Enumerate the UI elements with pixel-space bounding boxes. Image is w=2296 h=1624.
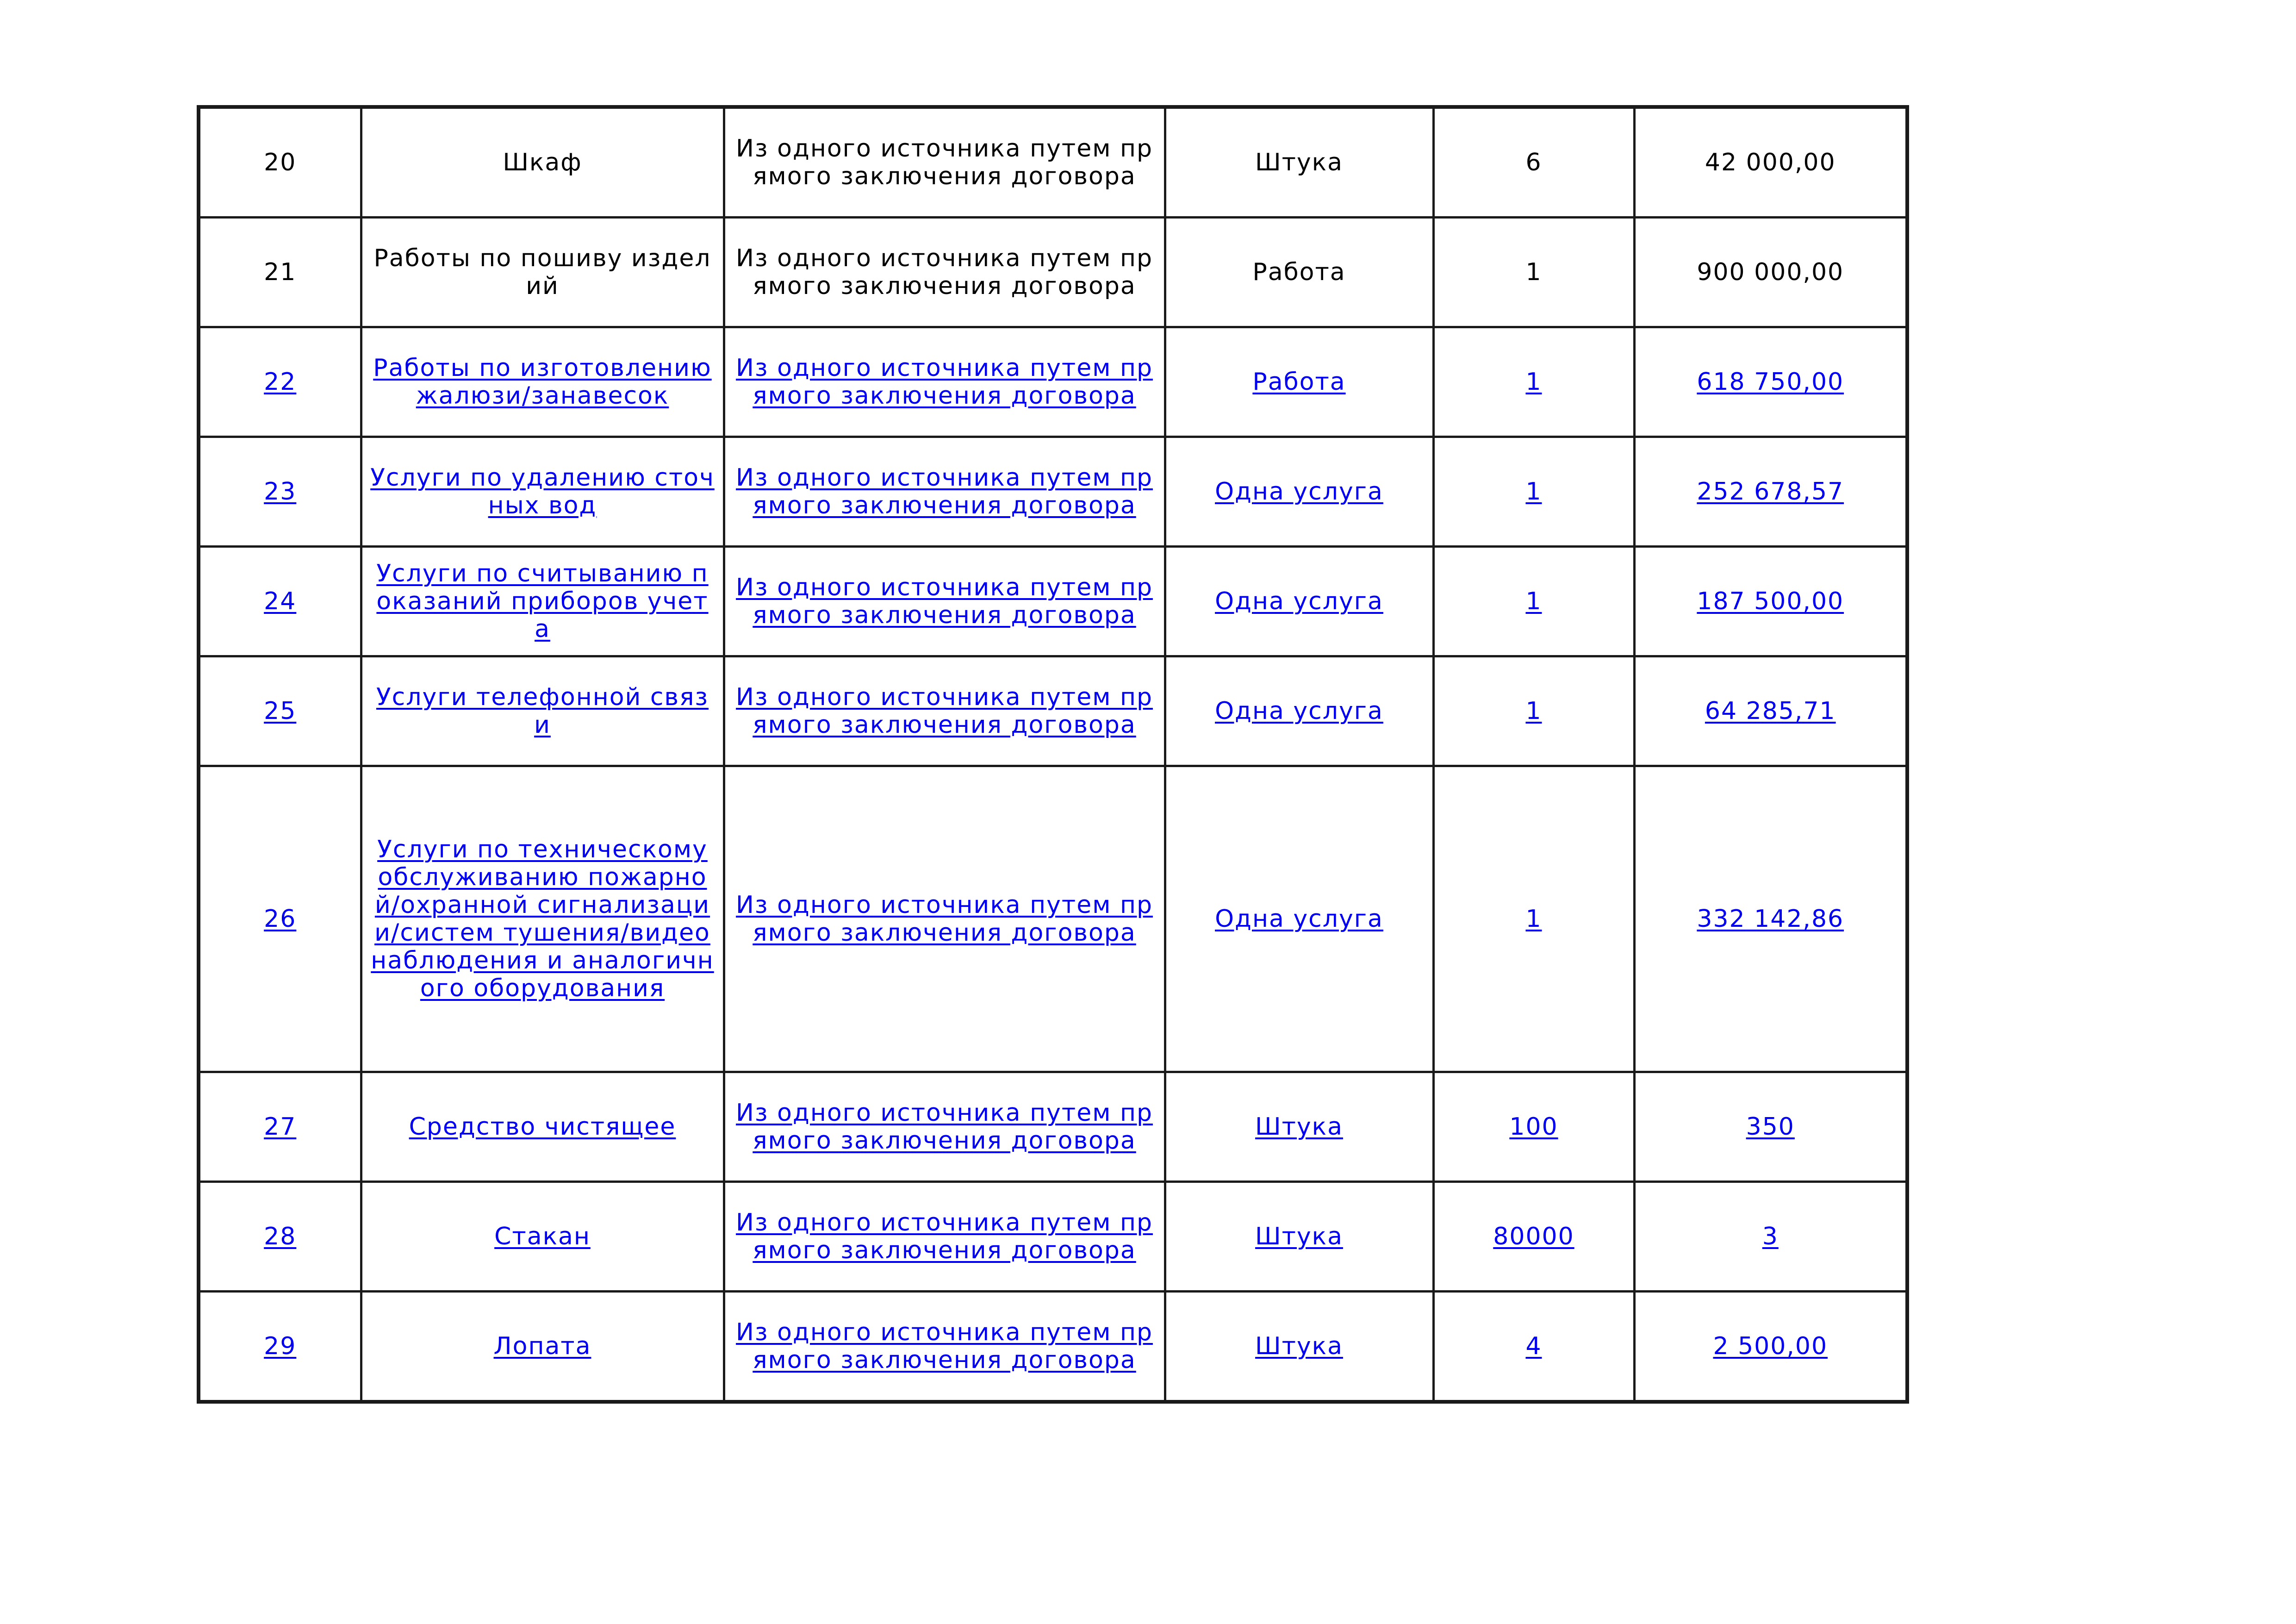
quantity-cell[interactable]: [1433, 656, 1634, 766]
price-link[interactable]: 252 678,57: [1697, 478, 1844, 506]
row-number-text: 20: [264, 149, 297, 176]
row-number-link[interactable]: 24: [264, 587, 297, 615]
row-number-link[interactable]: 28: [264, 1223, 297, 1250]
quantity-link[interactable]: 100: [1509, 1113, 1558, 1141]
item-name-cell[interactable]: [361, 766, 724, 1072]
item-name-link[interactable]: Услуги по считыванию показаний приборов учета: [376, 560, 709, 643]
item-name-link[interactable]: Услуги телефонной связи: [376, 683, 709, 739]
procurement-method-cell: [724, 107, 1165, 218]
price-cell: [1634, 107, 1907, 218]
unit-cell: [1165, 107, 1433, 218]
item-name-cell[interactable]: [361, 1292, 724, 1402]
procurement-method-link[interactable]: Из одного источника путем прямого заключения договора: [736, 464, 1153, 519]
unit-cell[interactable]: [1165, 1072, 1433, 1182]
row-number-cell[interactable]: [199, 656, 361, 766]
procurement-method-text: Из одного источника путем прямого заключения договора: [736, 135, 1153, 190]
quantity-cell: [1433, 218, 1634, 327]
item-name-text: Работы по пошиву изделий: [373, 244, 711, 300]
procurement-method-cell[interactable]: [724, 1182, 1165, 1292]
price-link[interactable]: 3: [1762, 1223, 1779, 1250]
table-row: [199, 437, 1907, 547]
procurement-method-cell[interactable]: [724, 1072, 1165, 1182]
row-number-cell[interactable]: [199, 766, 361, 1072]
quantity-cell[interactable]: [1433, 547, 1634, 656]
item-name-text: Шкаф: [503, 149, 582, 176]
quantity-link[interactable]: 1: [1525, 697, 1542, 725]
price-link[interactable]: 187 500,00: [1697, 587, 1844, 615]
quantity-cell[interactable]: [1433, 1182, 1634, 1292]
price-cell[interactable]: [1634, 547, 1907, 656]
price-cell[interactable]: [1634, 1072, 1907, 1182]
price-cell[interactable]: [1634, 766, 1907, 1072]
procurement-method-cell[interactable]: [724, 437, 1165, 547]
procurement-method-link[interactable]: Из одного источника путем прямого заключения договора: [736, 1099, 1153, 1155]
unit-link[interactable]: Одна услуга: [1215, 587, 1383, 615]
price-cell[interactable]: [1634, 656, 1907, 766]
quantity-text: 1: [1525, 258, 1542, 286]
procurement-method-cell[interactable]: [724, 766, 1165, 1072]
row-number-link[interactable]: 26: [264, 905, 297, 933]
unit-link[interactable]: Штука: [1255, 1332, 1343, 1360]
procurement-method-link[interactable]: Из одного источника путем прямого заключения договора: [736, 683, 1153, 739]
unit-cell[interactable]: [1165, 327, 1433, 437]
item-name-link[interactable]: Работы по изготовлению жалюзи/занавесок: [373, 354, 712, 410]
unit-link[interactable]: Штука: [1255, 1223, 1343, 1250]
quantity-cell[interactable]: [1433, 1292, 1634, 1402]
item-name-cell: [361, 218, 724, 327]
row-number-text: 21: [264, 258, 297, 286]
row-number-cell[interactable]: [199, 327, 361, 437]
procurement-method-cell[interactable]: [724, 656, 1165, 766]
item-name-link[interactable]: Стакан: [494, 1223, 591, 1250]
table-row: [199, 1182, 1907, 1292]
unit-link[interactable]: Штука: [1255, 1113, 1343, 1141]
item-name-cell[interactable]: [361, 327, 724, 437]
price-cell: [1634, 218, 1907, 327]
quantity-link[interactable]: 1: [1525, 368, 1542, 396]
row-number-link[interactable]: 22: [264, 368, 297, 396]
procurement-method-link[interactable]: Из одного источника путем прямого заключения договора: [736, 891, 1153, 947]
unit-cell[interactable]: [1165, 1182, 1433, 1292]
row-number-cell[interactable]: [199, 1292, 361, 1402]
table-row: [199, 218, 1907, 327]
price-link[interactable]: 2 500,00: [1713, 1332, 1828, 1360]
procurement-method-link[interactable]: Из одного источника путем прямого заключения договора: [736, 1209, 1153, 1264]
row-number-cell: [199, 218, 361, 327]
price-link[interactable]: 350: [1746, 1113, 1795, 1141]
table-row: [199, 1072, 1907, 1182]
item-name-link[interactable]: Услуги по удалению сточных вод: [370, 464, 715, 519]
procurement-method-text: Из одного источника путем прямого заключения договора: [736, 244, 1153, 300]
row-number-cell: [199, 107, 361, 218]
quantity-cell[interactable]: [1433, 1072, 1634, 1182]
row-number-link[interactable]: 25: [264, 697, 297, 725]
procurement-method-link[interactable]: Из одного источника путем прямого заключения договора: [736, 574, 1153, 629]
price-link[interactable]: 618 750,00: [1697, 368, 1844, 396]
unit-cell[interactable]: [1165, 1292, 1433, 1402]
price-cell[interactable]: [1634, 437, 1907, 547]
procurement-method-cell[interactable]: [724, 327, 1165, 437]
item-name-link[interactable]: Лопата: [493, 1332, 591, 1360]
unit-cell[interactable]: [1165, 547, 1433, 656]
price-text: 42 000,00: [1705, 149, 1836, 176]
price-text: 900 000,00: [1697, 258, 1844, 286]
unit-text: Штука: [1255, 149, 1343, 176]
price-cell[interactable]: [1634, 327, 1907, 437]
item-name-cell[interactable]: [361, 547, 724, 656]
price-link[interactable]: 332 142,86: [1697, 905, 1844, 933]
document-sheet: [197, 105, 1909, 1404]
unit-cell[interactable]: [1165, 656, 1433, 766]
item-name-cell: [361, 107, 724, 218]
unit-link[interactable]: Одна услуга: [1215, 697, 1383, 725]
unit-link[interactable]: Работа: [1252, 368, 1346, 396]
row-number-link[interactable]: 27: [264, 1113, 297, 1141]
item-name-link[interactable]: Средство чистящее: [409, 1113, 676, 1141]
procurement-table-body: [199, 107, 1907, 1402]
unit-link[interactable]: Одна услуга: [1215, 905, 1383, 933]
row-number-cell[interactable]: [199, 437, 361, 547]
quantity-text: 6: [1525, 149, 1542, 176]
item-name-cell[interactable]: [361, 1182, 724, 1292]
table-row: [199, 107, 1907, 218]
row-number-cell[interactable]: [199, 547, 361, 656]
item-name-link[interactable]: Услуги по техническому обслуживанию пожарной/охранной сигнализации/систем тушения/видеонаблюдения и аналогичного оборудования: [371, 836, 714, 1002]
unit-text: Работа: [1252, 258, 1346, 286]
table-row: [199, 766, 1907, 1072]
row-number-link[interactable]: 23: [264, 478, 297, 506]
row-number-cell[interactable]: [199, 1072, 361, 1182]
price-link[interactable]: 64 285,71: [1705, 697, 1836, 725]
procurement-method-cell[interactable]: [724, 547, 1165, 656]
quantity-cell[interactable]: [1433, 766, 1634, 1072]
table-row: [199, 1292, 1907, 1402]
unit-cell[interactable]: [1165, 437, 1433, 547]
row-number-link[interactable]: 29: [264, 1332, 297, 1360]
quantity-link[interactable]: 1: [1525, 587, 1542, 615]
procurement-method-link[interactable]: Из одного источника путем прямого заключения договора: [736, 354, 1153, 410]
price-cell[interactable]: [1634, 1182, 1907, 1292]
unit-cell[interactable]: [1165, 766, 1433, 1072]
procurement-method-link[interactable]: Из одного источника путем прямого заключения договора: [736, 1318, 1153, 1374]
procurement-method-cell[interactable]: [724, 1292, 1165, 1402]
item-name-cell[interactable]: [361, 656, 724, 766]
table-row: [199, 547, 1907, 656]
item-name-cell[interactable]: [361, 437, 724, 547]
table-row: [199, 327, 1907, 437]
procurement-method-cell: [724, 218, 1165, 327]
quantity-cell[interactable]: [1433, 437, 1634, 547]
row-number-cell[interactable]: [199, 1182, 361, 1292]
quantity-link[interactable]: 4: [1525, 1332, 1542, 1360]
quantity-link[interactable]: 1: [1525, 478, 1542, 506]
procurement-table: [197, 105, 1909, 1404]
price-cell[interactable]: [1634, 1292, 1907, 1402]
quantity-link[interactable]: 80000: [1493, 1223, 1574, 1250]
quantity-link[interactable]: 1: [1525, 905, 1542, 933]
item-name-cell[interactable]: [361, 1072, 724, 1182]
unit-cell: [1165, 218, 1433, 327]
quantity-cell[interactable]: [1433, 327, 1634, 437]
table-row: [199, 656, 1907, 766]
quantity-cell: [1433, 107, 1634, 218]
unit-link[interactable]: Одна услуга: [1215, 478, 1383, 506]
